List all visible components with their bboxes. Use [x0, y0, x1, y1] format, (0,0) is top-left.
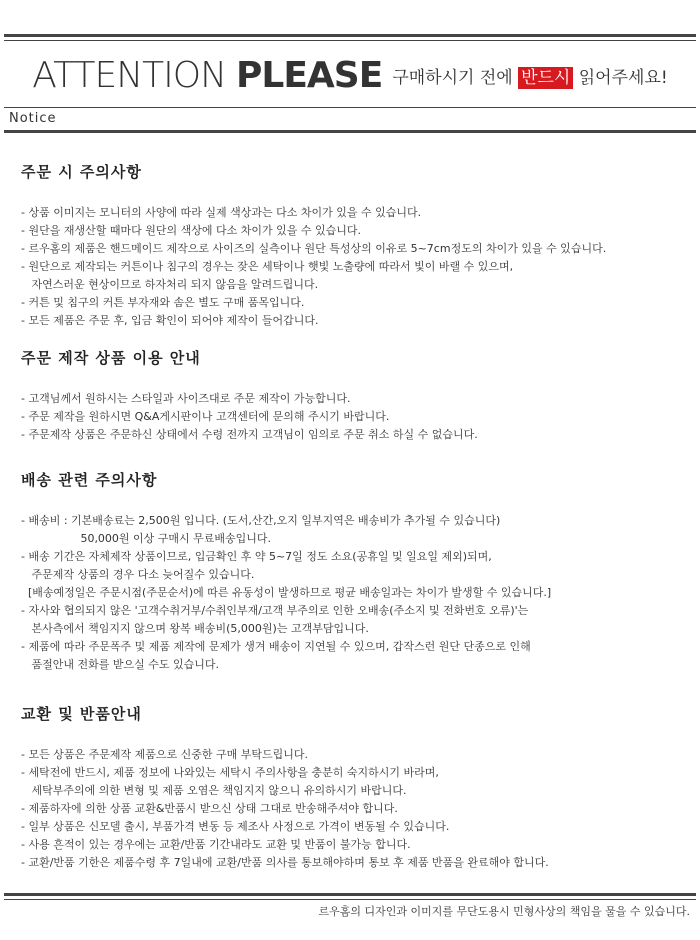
list-item: - 제품에 따라 주문폭주 및 제품 제작에 문제가 생겨 배송이 지연될 수 있으며, 갑작스런 원단 단종으로 인해: [21, 640, 531, 653]
list-item: [배송예정일은 주문시점(주문순서)에 따른 유동성이 발생하므로 평균 배송일과는 차이가 발생할 수 있습니다.]: [21, 586, 552, 599]
list-item: 본사측에서 책임지지 않으며 왕복 배송비(5,000원)는 고객부담입니다.: [21, 622, 369, 635]
top-divider-thick: [4, 34, 696, 37]
list-item: 50,000원 이상 구매시 무료배송입니다.: [21, 532, 272, 545]
section-exchange-return: [21, 704, 691, 872]
list-item: - 원단을 재생산할 때마다 원단의 색상에 다소 차이가 있을 수 있습니다.: [21, 224, 361, 237]
bottom-divider-thin: [4, 899, 696, 900]
section-title: 교환 및 반품안내: [21, 705, 142, 723]
list-item: 품절안내 전화를 받으실 수도 있습니다.: [21, 658, 219, 671]
list-item: - 커튼 및 침구의 커튼 부자재와 솜은 별도 구매 품목입니다.: [21, 296, 305, 309]
list-item: - 고객님께서 원하시는 스타일과 사이즈대로 주문 제작이 가능합니다.: [21, 392, 351, 405]
header-subtitle: [392, 63, 667, 88]
list-item: 세탁부주의에 의한 변형 및 제품 오염은 책임지지 않으니 유의하시기 바랍니다.: [21, 784, 407, 797]
list-item: - 주문 제작을 원하시면 Q&A게시판이나 고객센터에 문의해 주시기 바랍니다.: [21, 410, 390, 423]
list-item: - 배송 기간은 자체제작 상품이므로, 입금확인 후 약 5~7일 정도 소요(공휴일 및 일요일 제외)되며,: [21, 550, 492, 563]
notice-divider-top: [4, 107, 696, 108]
list-item: - 세탁전에 반드시, 제품 정보에 나와있는 세탁시 주의사항을 충분히 숙지하시기 바라며,: [21, 766, 439, 779]
section-order-notes: [21, 162, 691, 330]
list-item: - 원단으로 제작되는 커튼이나 침구의 경우는 잦은 세탁이나 햇빛 노출량에 따라서 빛이 바랠 수 있으며,: [21, 260, 514, 273]
list-item: - 교환/반품 기한은 제품수령 후 7일내에 교환/반품 의사를 통보해야하며 통보 후 제품 반품을 완료해야 합니다.: [21, 856, 549, 869]
list-item: - 일부 상품은 신모델 출시, 부품가격 변동 등 제조사 사정으로 가격이 변동될 수 있습니다.: [21, 820, 450, 833]
notice-divider-bottom: [4, 130, 696, 133]
list-item: - 배송비 : 기본배송료는 2,500원 입니다. (도서,산간,오지 일부지역은 배송비가 추가될 수 있습니다): [21, 514, 501, 527]
bottom-divider-thick: [4, 893, 696, 896]
section-shipping: [21, 470, 691, 674]
top-divider-thin: [4, 40, 696, 41]
list-item: - 주문제작 상품은 주문하신 상태에서 수령 전까지 고객님이 임의로 주문 취소 하실 수 없습니다.: [21, 428, 478, 441]
footer-copyright-notice: 르우홈의 디자인과 이미지를 무단도용시 민형사상의 책임을 물을 수 있습니다.: [318, 905, 690, 918]
notice-label: Notice: [9, 111, 57, 126]
list-item: - 르우홈의 제품은 핸드메이드 제작으로 사이즈의 실측이나 원단 특성상의 이유로 5~7cm정도의 차이가 있을 수 있습니다.: [21, 242, 607, 255]
subtitle-before: 구매하시기 전에: [392, 67, 519, 88]
title-attention: ATTENTION: [32, 54, 227, 96]
list-item: - 상품 이미지는 모니터의 사양에 따라 실제 색상과는 다소 차이가 있을 수 있습니다.: [21, 206, 422, 219]
list-item: - 모든 제품은 주문 후, 입금 확인이 되어야 제작이 들어갑니다.: [21, 314, 319, 327]
list-item: 주문제작 상품의 경우 다소 늦어질수 있습니다.: [21, 568, 255, 581]
list-item: - 모든 상품은 주문제작 제품으로 신중한 구매 부탁드립니다.: [21, 748, 308, 761]
list-item: 자연스러운 현상이므로 하자처리 되지 않음을 알려드립니다.: [21, 278, 319, 291]
subtitle-highlight: 반드시: [518, 67, 573, 89]
list-item: - 사용 흔적이 있는 경우에는 교환/반품 기간내라도 교환 및 반품이 불가능 합니다.: [21, 838, 411, 851]
subtitle-after: 읽어주세요!: [573, 67, 668, 88]
section-custom-order: [21, 348, 691, 444]
list-item: - 자사와 협의되지 않은 '고객수취거부/수취인부재/고객 부주의로 인한 오배송(주소지 및 전화번호 오류)'는: [21, 604, 529, 617]
attention-header: [0, 48, 700, 102]
section-title: 배송 관련 주의사항: [21, 471, 158, 489]
section-title: 주문 제작 상품 이용 안내: [21, 349, 201, 367]
section-title: 주문 시 주의사항: [21, 163, 142, 181]
list-item: - 제품하자에 의한 상품 교환&반품시 받으신 상태 그대로 반송해주셔야 합니다.: [21, 802, 398, 815]
title-please: PLEASE: [236, 54, 383, 96]
